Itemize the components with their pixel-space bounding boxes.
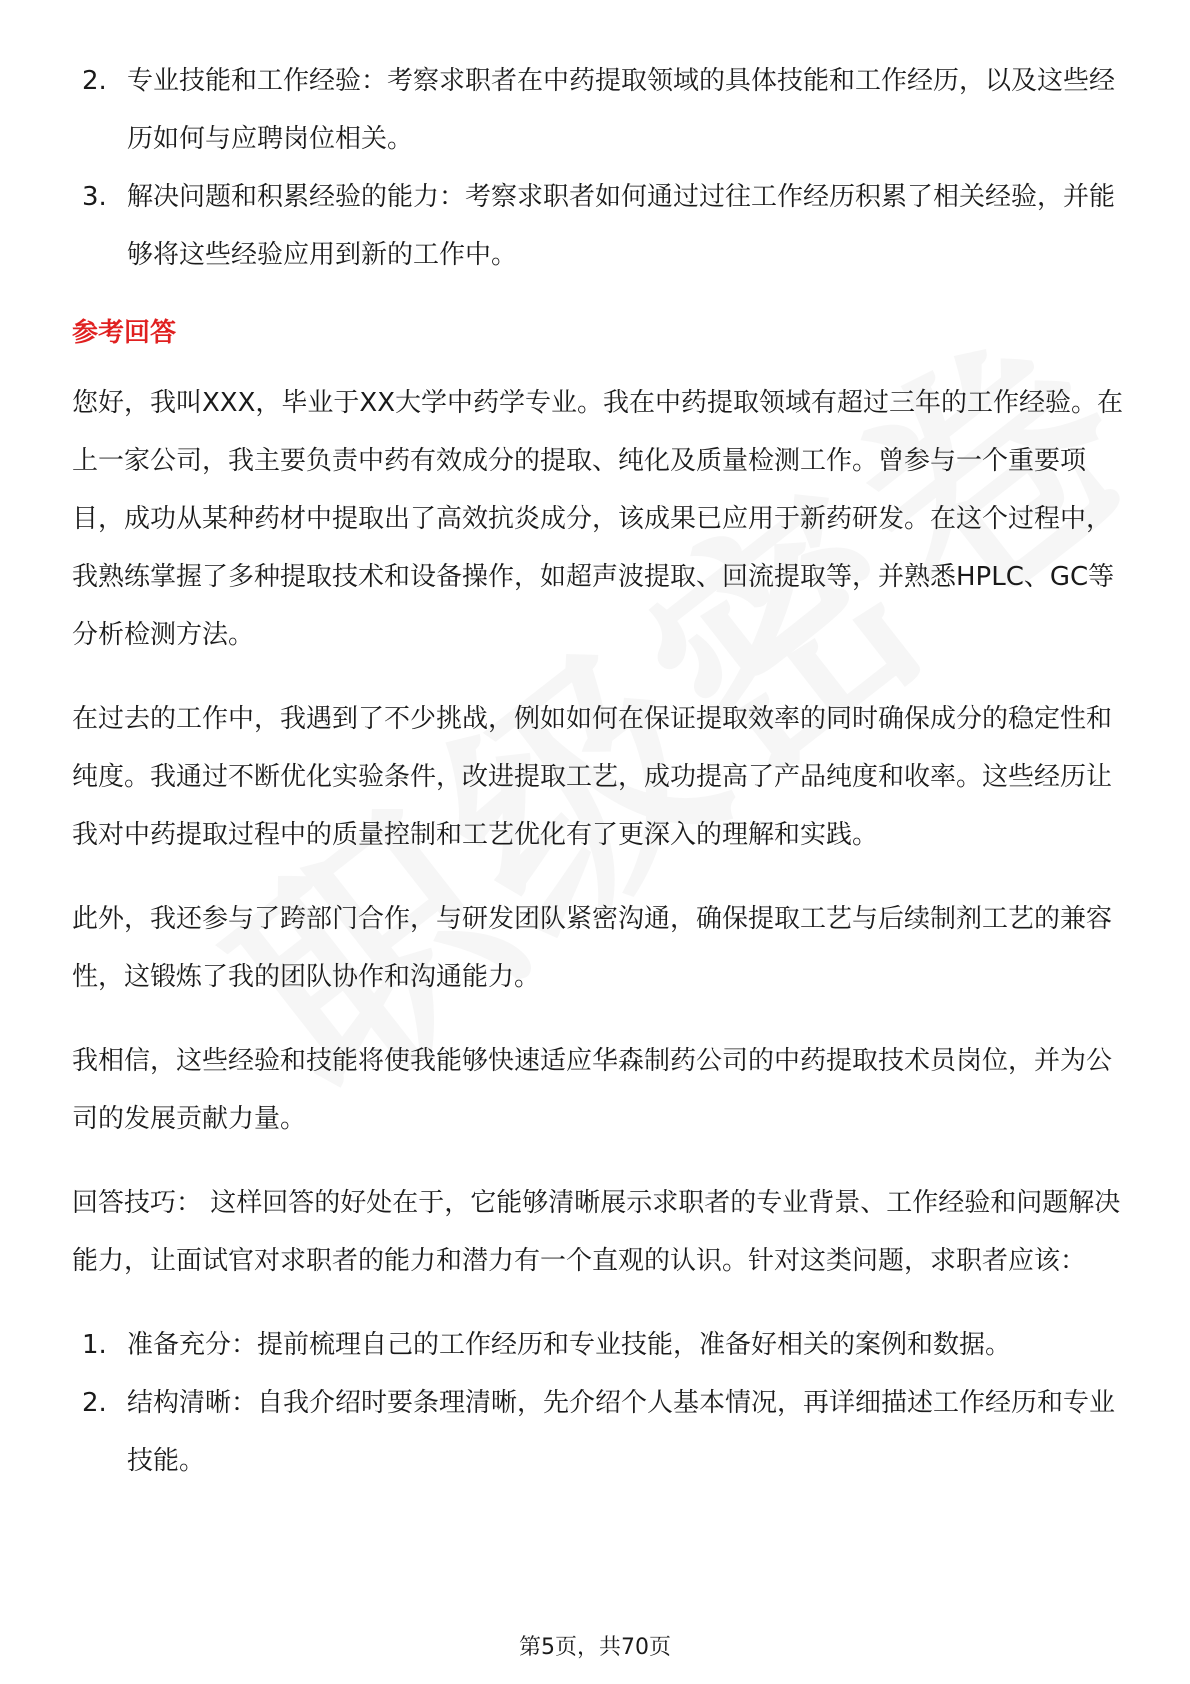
list-text: 准备充分：提前梳理自己的工作经历和专业技能，准备好相关的案例和数据。 (127, 1330, 1012, 1360)
paragraph-conclusion: 我相信，这些经验和技能将使我能够快速适应华森制药公司的中药提取技术员岗位，并为公司的发展贡献力量。 (72, 1046, 1113, 1134)
list-number: 3. (82, 182, 107, 212)
paragraph-tips: 回答技巧： 这样回答的好处在于，它能够清晰展示求职者的专业背景、工作经验和问题解决能力，让面试官对求职者的能力和潜力有一个直观的认识。针对这类问题，求职者应该： (72, 1188, 1121, 1276)
paragraph-challenges: 在过去的工作中，我遇到了不少挑战，例如如何在保证提取效率的同时确保成分的稳定性和纯度。我通过不断优化实验条件，改进提取工艺，成功提高了产品纯度和收率。这些经历让我对中药提取过程中的质量控制和工艺优化有了更深入的理解和实践。 (72, 704, 1113, 850)
list-text: 解决问题和积累经验的能力：考察求职者如何通过过往工作经历积累了相关经验，并能够将这些经验应用到新的工作中。 (127, 182, 1116, 270)
list-item (72, 1316, 1132, 1374)
list-item (72, 168, 1132, 284)
page-footer: 第5页，共70页 (519, 1635, 671, 1660)
paragraph-collaboration: 此外，我还参与了跨部门合作，与研发团队紧密沟通，确保提取工艺与后续制剂工艺的兼容性，这锻炼了我的团队协作和沟通能力。 (72, 904, 1113, 992)
list-number: 1. (82, 1330, 107, 1360)
section-heading: 参考回答 (72, 318, 177, 348)
list-number: 2. (82, 1388, 107, 1418)
paragraph-intro: 您好，我叫XXX，毕业于XX大学中药学专业。我在中药提取领域有超过三年的工作经验。在上一家公司，我主要负责中药有效成分的提取、纯化及质量检测工作。曾参与一个重要项目，成功从某种药材中提取出了高效抗炎成分，该成果已应用于新药研发。在这个过程中，我熟练掌握了多种提取技术和设备操作，如超声波提取、回流提取等，并熟悉HPLC、GC等分析检测方法。 (72, 388, 1124, 650)
tips-numbered-list (72, 1316, 1132, 1490)
document-page (72, 52, 1132, 1490)
top-numbered-list (72, 52, 1132, 284)
list-item (72, 1374, 1132, 1490)
list-text: 专业技能和工作经验：考察求职者在中药提取领域的具体技能和工作经历，以及这些经历如何与应聘岗位相关。 (127, 66, 1116, 154)
list-number: 2. (82, 66, 107, 96)
list-text: 结构清晰：自我介绍时要条理清晰，先介绍个人基本情况，再详细描述工作经历和专业技能。 (127, 1388, 1116, 1476)
list-item (72, 52, 1132, 168)
